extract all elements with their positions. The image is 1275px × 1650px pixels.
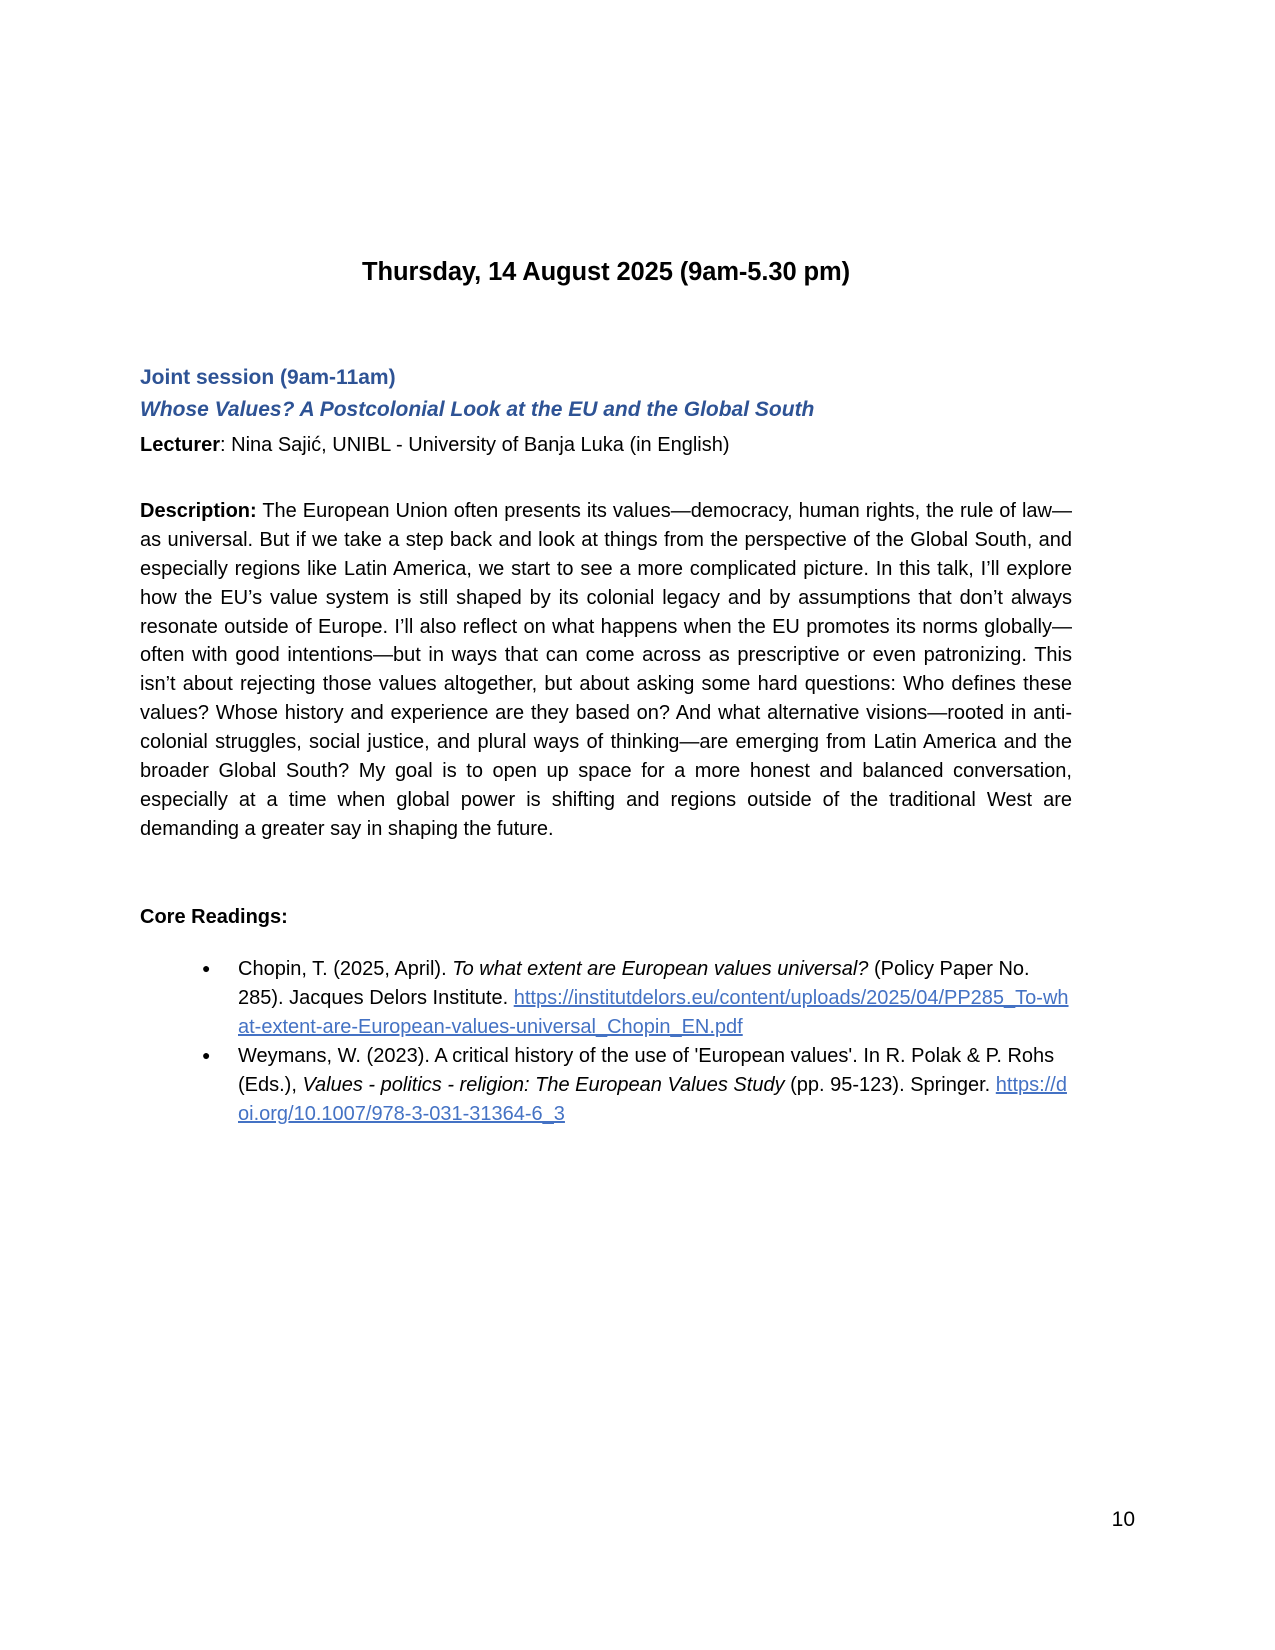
reading-citation-pre: Weymans, W. (2023). A critical history of the use of 'European values'. In R. Polak & P. Rohs (Eds.),: [238, 1044, 1055, 1096]
description-text: The European Union often presents its values—democracy, human rights, the rule of law—as universal. But if we take a step back and look at things from the perspective of the Global South, and especially regions like Latin America, we start to see a more complicated picture. In this talk, I’ll explore how the EU’s value system is still shaped by its colonial legacy and by assumptions that don’t always resonate outside of Europe. I’ll also reflect on what happens when the EU promotes its norms globally—often with good intentions—but in ways that can come across as prescriptive or even patronizing. This isn’t about rejecting those values altogether, but about asking some hard questions: Who defines these values? Whose history and experience are they based on? And what alternative visions—rooted in anti-colonial struggles, social justice, and plural ways of thinking—are emerging from Latin America and the broader Global South? My goal is to open up space for a more honest and balanced conversation, especially at a time when global power is shifting and regions outside of the traditional West are demanding a greater say in shaping the future.: [140, 500, 1072, 840]
lecturer-value: : Nina Sajić, UNIBL - University of Banja Luka (in English): [220, 434, 730, 457]
lecturer-label: Lecturer: [140, 434, 221, 457]
reading-link[interactable]: https://institutdelors.eu/content/uploads/2025/04/PP285_To-what-extent-are-European-values-universal_Chopin_EN.pdf: [238, 986, 1069, 1038]
list-item: [202, 1042, 1072, 1129]
description-label: Description:: [140, 500, 257, 523]
session-block: [140, 364, 1072, 460]
reading-citation-post: (pp. 95-123). Springer.: [784, 1073, 996, 1096]
list-item: [202, 955, 1072, 1042]
page-number: 10: [1111, 1508, 1135, 1531]
reading-citation-pre: Chopin, T. (2025, April).: [238, 957, 453, 980]
session-subtitle: Whose Values? A Postcolonial Look at the EU and the Global South: [140, 397, 815, 421]
page-title: Thursday, 14 August 2025 (9am-5.30 pm): [362, 258, 850, 286]
lecturer-line: [140, 432, 1072, 460]
reading-title-italic: To what extent are European values universal?: [452, 957, 869, 980]
page-content: [140, 0, 1072, 1129]
reading-citation-post: (Policy Paper No. 285). Jacques Delors Institute.: [238, 957, 1030, 1009]
reading-title-italic: Values - politics - religion: The European Values Study: [302, 1073, 785, 1096]
reading-link[interactable]: https://doi.org/10.1007/978-3-031-31364-6_3: [238, 1073, 1067, 1125]
core-readings-list: [140, 955, 1072, 1129]
core-readings-heading: Core Readings:: [140, 905, 288, 928]
session-heading: Joint session (9am-11am): [140, 366, 396, 389]
description-paragraph: [140, 497, 1072, 844]
